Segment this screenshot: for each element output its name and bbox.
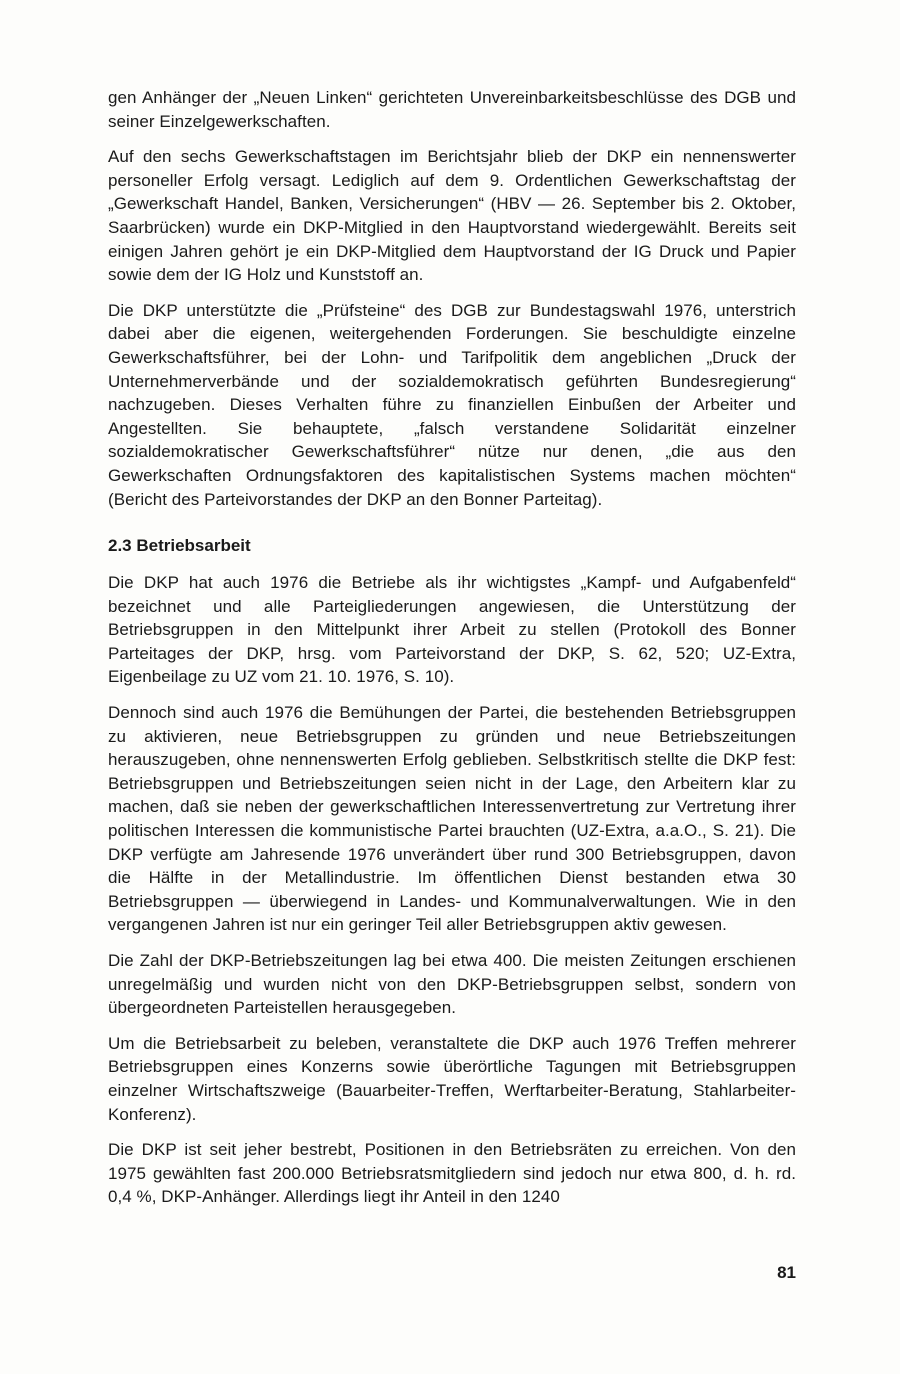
page-body — [108, 86, 796, 1221]
paragraph-bemuehungen: Dennoch sind auch 1976 die Bemühungen der Partei, die bestehenden Betriebsgruppen zu aktivieren, neue Betriebsgruppen zu gründen und neue Betriebszeitungen herauszugeben, ohne nennenswerten Erfolg geblieben. Selbstkritisch stellte die DKP fest: Betriebsgruppen und Betriebszeitungen seien nicht in der Lage, den Arbeitern klar zu machen, daß sie neben der gewerkschaftlichen Interessenvertretung zur Vertretung ihrer politischen Interessen die kommunistische Partei brauchten (UZ-Extra, a.a.O., S. 21). Die DKP verfügte am Jahresende 1976 unverändert über rund 300 Betriebsgruppen, davon die Hälfte in der Metallindustrie. Im öffentlichen Dienst bestanden etwa 30 Betriebsgruppen — überwiegend in Landes- und Kommunalverwaltungen. Wie in den vergangenen Jahren ist nur ein geringer Teil aller Betriebsgruppen aktiv gewesen. — [108, 703, 796, 935]
paragraph-gewerkschaftstage: Auf den sechs Gewerkschaftstagen im Berichtsjahr blieb der DKP ein nennenswerter personeller Erfolg versagt. Lediglich auf dem 9. Ordentlichen Gewerkschaftstag der „Gewerkschaft Handel, Banken, Versicherungen“ (HBV — 26. September bis 2. Oktober, Saarbrücken) wurde ein DKP-Mitglied in den Hauptvorstand wiedergewählt. Bereits seit einigen Jahren gehört je ein DKP-Mitglied dem Hauptvorstand der IG Druck und Papier sowie dem der IG Holz und Kunststoff an. — [108, 147, 796, 285]
paragraph-betriebsraete: Die DKP ist seit jeher bestrebt, Positionen in den Betriebsräten zu erreichen. Von den 1975 gewählten fast 200.000 Betriebsratsmitgliedern sind jedoch nur etwa 800, d. h. rd. 0,4 %, DKP-Anhänger. Allerdings liegt ihr Anteil in den 1240 — [108, 1140, 796, 1207]
paragraph-treffen: Um die Betriebsarbeit zu beleben, veranstaltete die DKP auch 1976 Treffen mehrerer Betriebsgruppen eines Konzerns sowie überörtliche Tagungen mit Betriebsgruppen einzelner Wirtschaftszweige (Bauarbeiter-Treffen, Werftarbeiter-Beratung, Stahlarbeiter-Konferenz). — [108, 1033, 796, 1124]
paragraph-pruefsteine: Die DKP unterstützte die „Prüfsteine“ des DGB zur Bundestagswahl 1976, unterstrich dabei aber die eigenen, weitergehenden Forderungen. Sie beschuldigte einzelne Gewerkschaftsführer, bei der Lohn- und Tarifpolitik dem angeblichen „Druck der Unternehmerverbände und der sozialdemokratisch geführten Bundesregierung“ nachzugeben. Dieses Verhalten führe zu finanziellen Einbußen der Arbeiter und Angestellten. Sie behauptete, „falsch verstandene Solidarität einzelner sozialdemokratischer Gewerkschaftsführer“ nütze nur denen, „die aus den Gewerkschaften Ordnungsfaktoren des kapitalistischen Systems machen möchten“ (Bericht des Parteivorstandes der DKP an den Bonner Parteitag). — [108, 300, 796, 509]
page-number: 81 — [777, 1263, 796, 1282]
paragraph-continuation: gen Anhänger der „Neuen Linken“ gerichteten Unvereinbarkeitsbeschlüsse des DGB und seiner Einzelgewerkschaften. — [108, 88, 796, 131]
paragraph-betriebszeitungen: Die Zahl der DKP-Betriebszeitungen lag bei etwa 400. Die meisten Zeitungen erschienen unregelmäßig und wurden nicht von den DKP-Betriebsgruppen selbst, sondern von übergeordneten Parteistellen herausgegeben. — [108, 951, 796, 1018]
section-heading: 2.3 Betriebsarbeit — [108, 536, 251, 556]
paragraph-betriebe: Die DKP hat auch 1976 die Betriebe als ihr wichtigstes „Kampf- und Aufgabenfeld“ bezeichnet und alle Parteigliederungen angewiesen, die Unterstützung der Betriebsgruppen in den Mittelpunkt ihrer Arbeit zu stellen (Protokoll des Bonner Parteitages der DKP, hrsg. vom Parteivorstand der DKP, S. 62, 520; UZ-Extra, Eigenbeilage zu UZ vom 21. 10. 1976, S. 10). — [108, 573, 796, 687]
